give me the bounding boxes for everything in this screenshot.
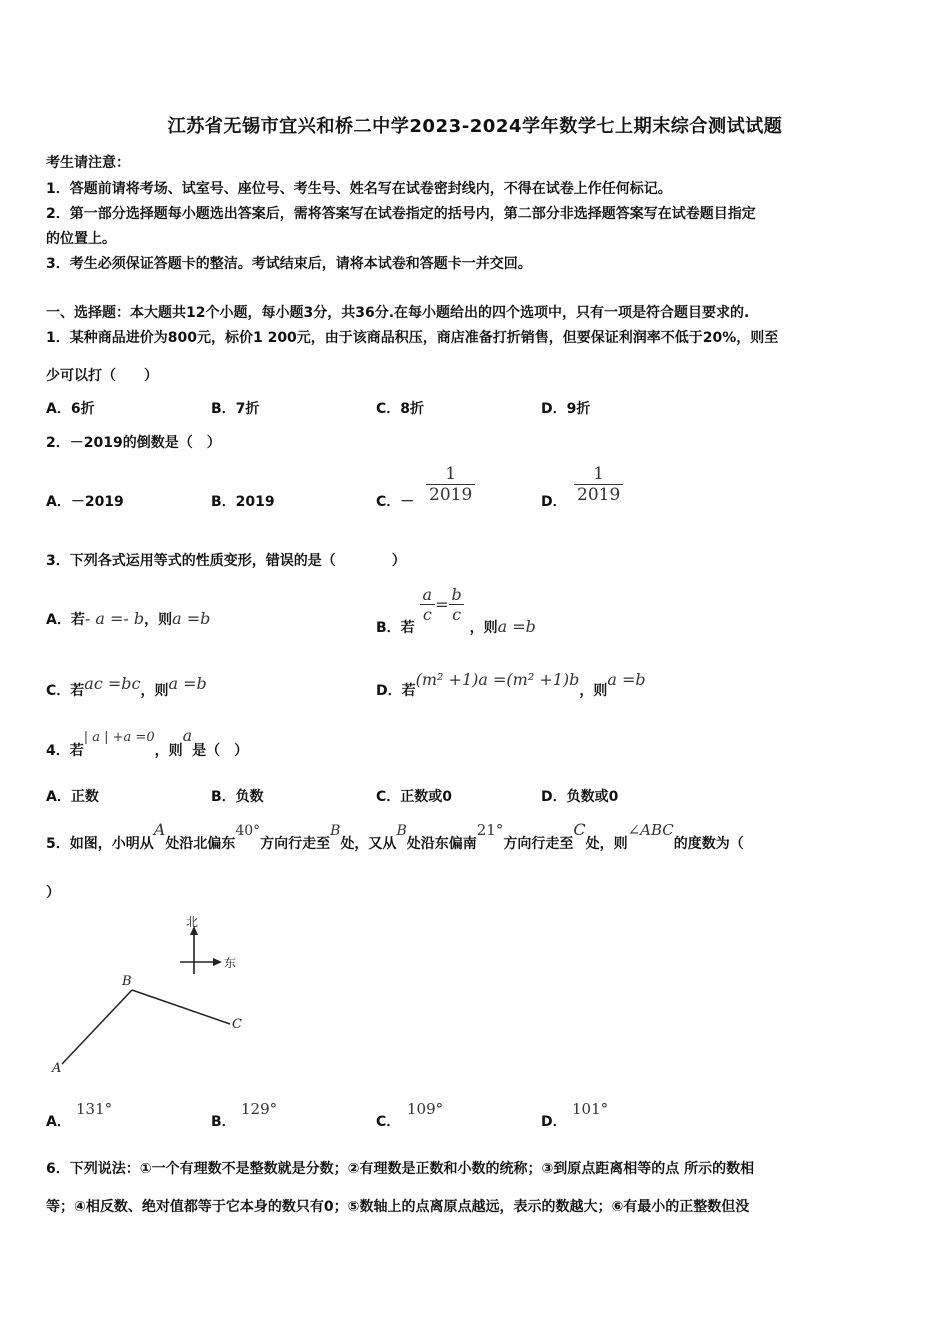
notice-heading: 考生请注意：: [46, 155, 130, 171]
question-3-stem: 3．下列各式运用等式的性质变形，错误的是（ ）: [46, 553, 406, 569]
question-1-line1: 1．某种商品进价为800元，标价1 200元，由于该商品积压，商店准备打折销售，但要保证利润率不低于20%，则至: [46, 330, 779, 346]
question-5-stem: 5．如图，小明从A处沿北偏东40°方向行走至B处，又从B处沿东偏南21°方向行走至C处，则∠ABC的度数为（: [46, 820, 744, 852]
q4-option-b: B．负数: [211, 789, 264, 805]
q2-option-d-fraction: $\frac{1}{2019}$: [574, 464, 623, 505]
q5-option-b-label: B．: [211, 1114, 236, 1130]
q5-option-a-label: A．: [46, 1114, 71, 1130]
notice-item: 的位置上。: [46, 231, 116, 247]
q5-option-b-value: 129°: [241, 1100, 278, 1118]
question-5-line2: ）: [46, 885, 60, 901]
point-c-label: C: [232, 1017, 242, 1032]
q1-option-b: B．7折: [211, 401, 260, 417]
question-6-line1: 6．下列说法：①一个有理数不是整数就是分数；②有理数是正数和小数的统称；③到原点距离相等的点 所示的数相: [46, 1161, 755, 1177]
q5-option-c-label: C．: [376, 1114, 401, 1130]
q4-option-c: C．正数或0: [376, 789, 453, 805]
q2-option-c-label: C．－: [376, 494, 415, 510]
segment-bc: [132, 990, 230, 1024]
q2-option-d-label: D．: [541, 494, 567, 510]
q5-option-a-value: 131°: [76, 1100, 113, 1118]
q1-option-c: C．8折: [376, 401, 425, 417]
notice-item: 3．考生必须保证答题卡的整洁。考试结束后，请将本试卷和答题卡一并交回。: [46, 256, 532, 272]
question-2-stem: 2．－2019的倒数是（ ）: [46, 435, 221, 451]
q3-option-b: B．若 $\frac{a}{c}$ = $\frac{b}{c}$ ，则a =b: [376, 585, 536, 636]
east-label: 东: [224, 956, 237, 970]
q3-option-a: A．若- a =- b，则a =b: [46, 609, 211, 628]
q4-option-d: D．负数或0: [541, 789, 619, 805]
q1-option-a: A．6折: [46, 401, 95, 417]
east-arrow-head: [213, 958, 222, 966]
question-4-stem: 4．若| a | +a =0，则a是（ ）: [46, 726, 249, 759]
q5-option-d-label: D．: [541, 1114, 567, 1130]
notice-item: 2．第一部分选择题每小题选出答案后，需将答案写在试卷指定的括号内，第二部分非选择题答案写在试卷题目指定: [46, 206, 756, 222]
q1-option-d: D．9折: [541, 401, 591, 417]
page-title: 江苏省无锡市宜兴和桥二中学2023-2024学年数学七上期末综合测试试题: [167, 116, 783, 137]
point-a-label: A: [52, 1061, 62, 1076]
q5-option-d-value: 101°: [572, 1100, 609, 1118]
q5-option-c-value: 109°: [407, 1100, 444, 1118]
q2-option-c-fraction: $\frac{1}{2019}$: [426, 464, 475, 505]
point-b-label: B: [122, 974, 132, 989]
q5-direction-figure: [40, 912, 260, 1082]
notice-item: 1．答题前请将考场、试室号、座位号、考生号、姓名写在试卷密封线内，不得在试卷上作任何标记。: [46, 181, 672, 197]
section-heading: 一、选择题：本大题共12个小题，每小题3分，共36分.在每小题给出的四个选项中，只有一项是符合题目要求的.: [46, 305, 750, 321]
segment-ab: [62, 990, 132, 1064]
q4-option-a: A．正数: [46, 789, 99, 805]
q2-option-a: A．－2019: [46, 494, 124, 510]
question-6-line2: 等；④相反数、绝对值都等于它本身的数只有0；⑤数轴上的点离原点越远，表示的数越大；⑥有最小的正整数但没: [46, 1199, 750, 1215]
q2-option-b: B．2019: [211, 494, 275, 510]
q3-option-d: D．若(m² +1)a =(m² +1)b，则a =b: [376, 670, 646, 699]
question-1-line2: 少可以打（ ）: [46, 368, 158, 384]
north-label: 北: [186, 915, 199, 929]
q3-option-c: C．若ac =bc，则a =b: [46, 674, 207, 699]
